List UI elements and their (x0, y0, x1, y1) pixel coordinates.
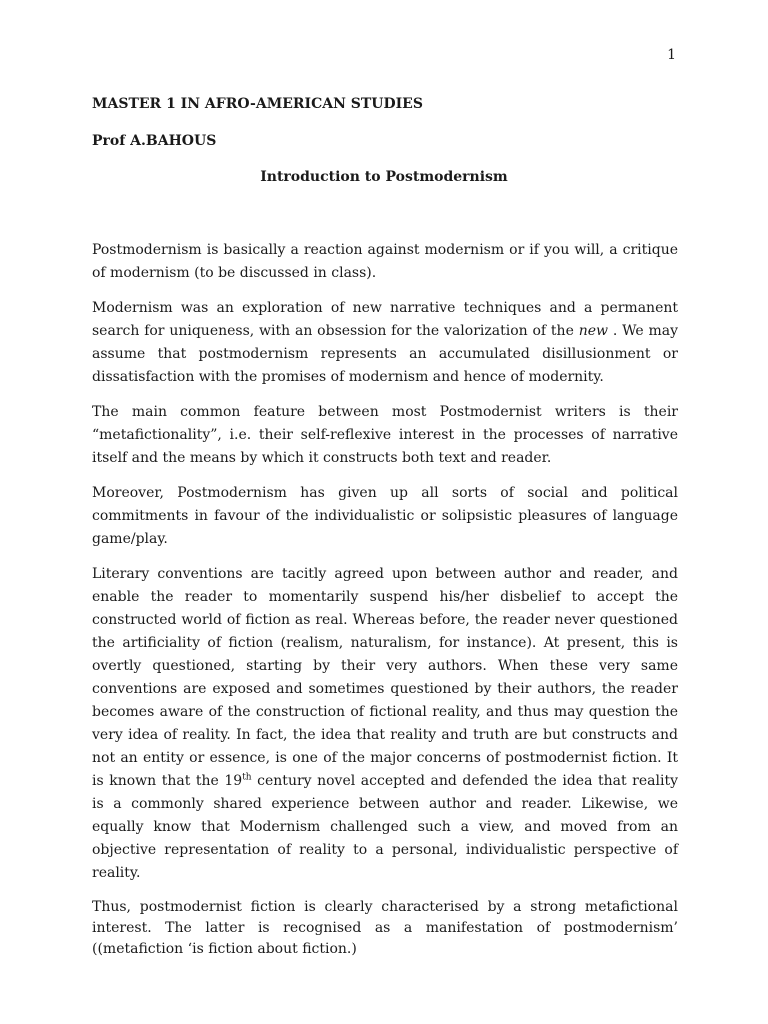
page-number: 1 (667, 47, 676, 63)
paragraph-2-part-1: Modernism was an exploration of new narrative techniques and a permanent search for uniqueness, with an obsession for the valorization of the (92, 300, 678, 339)
paragraph-4: Moreover, Postmodernism has given up all sorts of social and political commitments in favour of the individualistic or solipsistic pleasures of language game/play. (92, 485, 678, 547)
paragraph-5-part-2: century novel accepted and defended the idea that reality is a commonly shared experience between author and reader. Likewise, we equally know that Modernism challenged such a view, and moved from an objective representation of reality to a personal, individualistic perspective of reality. (92, 773, 678, 881)
paragraph-5-part-1: Literary conventions are tacitly agreed upon between author and reader, and enable the reader to momentarily suspend his/her disbelief to accept the constructed world of fiction as real. Whereas before, the reader never questioned the artificiality of fiction (realism, naturalism, for instance). At present, this is overtly questioned, starting by their very authors. When these very same conventions are exposed and sometimes questioned by their authors, the reader becomes aware of the construction of fictional reality, and thus may question the very idea of reality. In fact, the idea that reality and truth are but constructs and not an entity or essence, is one of the major concerns of postmodernist fiction. It is known that the 19 (92, 566, 678, 789)
professor-name: Prof A.BAHOUS (92, 133, 217, 149)
paragraph-5 (92, 563, 678, 885)
paragraph-1: Postmodernism is basically a reaction against modernism or if you will, a critique of modernism (to be discussed in class). (92, 242, 678, 281)
paragraph-3: The main common feature between most Postmodernist writers is their “metafictionality”, i.e. their self-reflexive interest in the processes of narrative itself and the means by which it constructs both text and reader. (92, 404, 678, 466)
course-title: MASTER 1 IN AFRO-AMERICAN STUDIES (92, 96, 423, 112)
superscript-th: th (242, 772, 252, 783)
paragraph-2-part-2: . We may assume that postmodernism represents an accumulated disillusionment or dissatisfaction with the promises of modernism and hence of modernity. (92, 323, 678, 385)
document-title: Introduction to Postmodernism (260, 169, 508, 185)
paragraph-2 (92, 297, 678, 389)
paragraph-6: Thus, postmodernist fiction is clearly characterised by a strong metafictional interest. The latter is recognised as a manifestation of postmodernism’ ((metafiction ‘is fiction about fiction.) (92, 899, 678, 957)
paragraph-2-emphasis: new (578, 323, 608, 339)
document-body (92, 239, 678, 972)
